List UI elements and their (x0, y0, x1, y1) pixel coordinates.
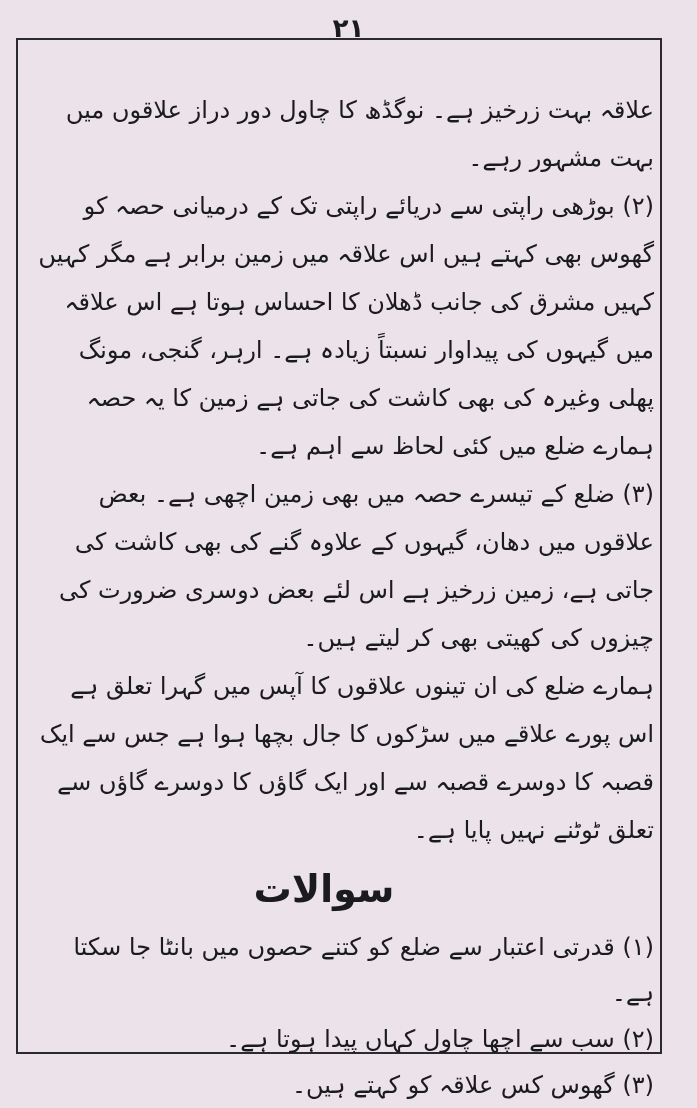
paragraph-section-2: (۲) بوڑھی راپتی سے دریائے راپتی تک کے درمیانی حصہ کو گھوس بھی کہتے ہیں اس علاقہ میں زمین برابر ہے مگر کہیں کہیں مشرق کی جانب ڈھلان کا احساس ہوتا ہے اس علاقہ میں گیہوں کی پیداوار نسبتاً زیادہ ہے۔ ارہر، گنجی، مونگ پھلی وغیرہ کی بھی کاشت کی جاتی ہے زمین کا یہ حصہ ہمارے ضلع میں کئی لحاظ سے اہم ہے۔ (38, 192, 654, 460)
paragraph-intro: علاقہ بہت زرخیز ہے۔ نوگڈھ کا چاول دور دراز علاقوں میں بہت مشہور رہے۔ (65, 96, 654, 172)
page-content (34, 86, 654, 1108)
questions-heading: سوالات (253, 867, 395, 911)
question-item-2: (۲) سب سے اچھا چاول کہاں پیدا ہوتا ہے۔ (226, 1025, 654, 1053)
paragraph-section-3: (۳) ضلع کے تیسرے حصہ میں بھی زمین اچھی ہے۔ بعض علاقوں میں دھان، گیہوں کے علاوہ گنے کی بھی کاشت کی جاتی ہے، زمین زرخیز ہے اس لئے بعض دوسری ضرورت کی چیزوں کی کھیتی بھی کر لیتے ہیں۔ (58, 480, 654, 652)
page-number: ۲۱ (332, 14, 365, 44)
question-item-3: (۳) گھوس کس علاقہ کو کہتے ہیں۔ (291, 1071, 654, 1099)
question-item-1: (۱) قدرتی اعتبار سے ضلع کو کتنے حصوں میں بانٹا جا سکتا ہے۔ (73, 933, 654, 1007)
paragraph-connectivity: ہمارے ضلع کی ان تینوں علاقوں کا آپس میں گہرا تعلق ہے اس پورے علاقے میں سڑکوں کا جال بچھا ہوا ہے جس سے ایک قصبہ کا دوسرے قصبہ سے اور ایک گاؤں کا دوسرے گاؤں سے تعلق ٹوٹنے نہیں پایا ہے۔ (39, 672, 654, 844)
